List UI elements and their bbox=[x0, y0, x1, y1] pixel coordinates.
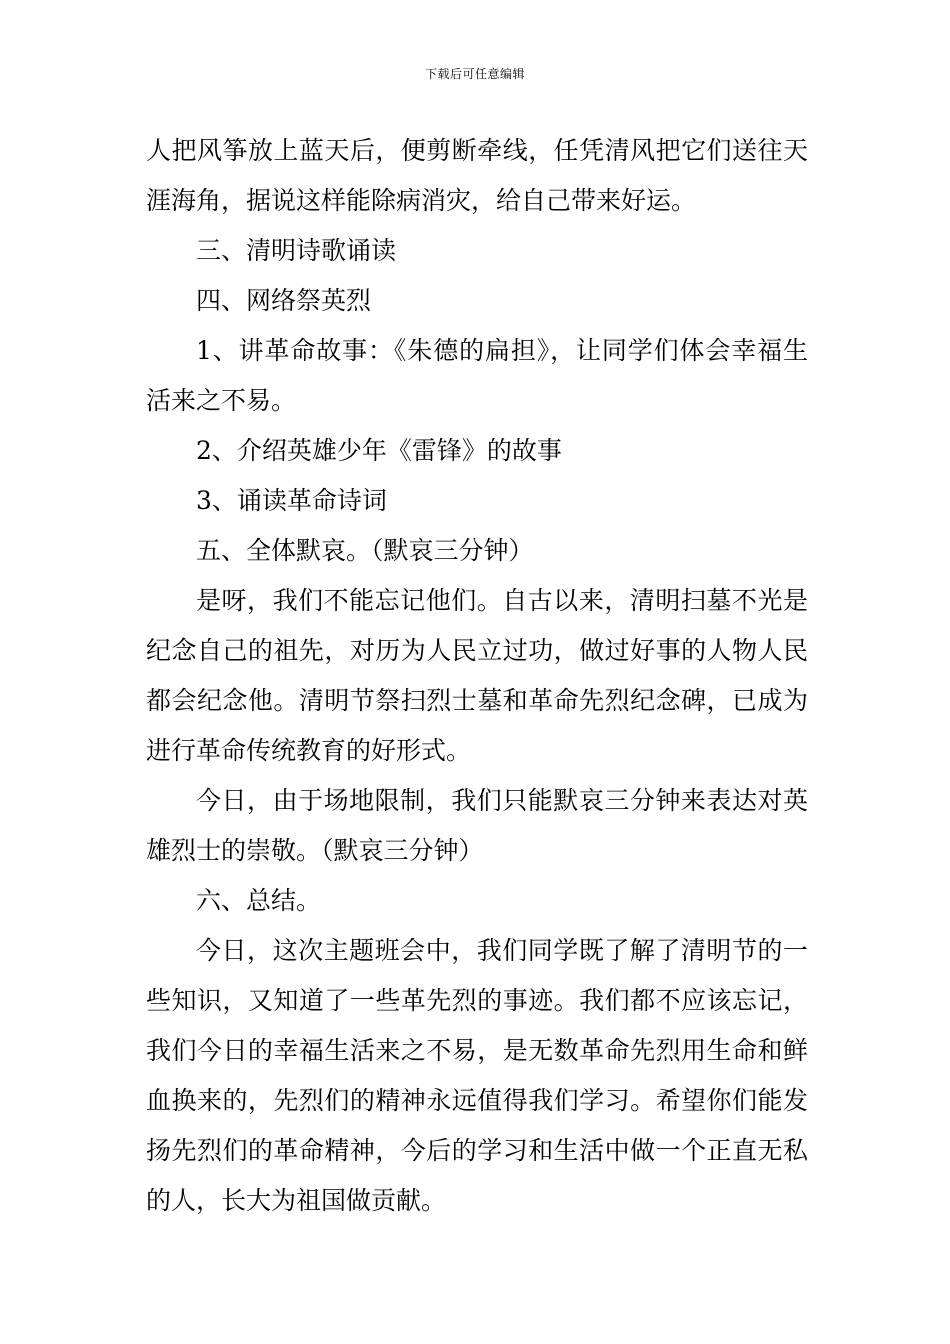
paragraph-silence-note: 今日，由于场地限制，我们只能默哀三分钟来表达对英雄烈士的崇敬。（默哀三分钟） bbox=[146, 786, 808, 865]
paragraph-summary: 今日，这次主题班会中，我们同学既了解了清明节的一些知识，又知道了一些革先烈的事迹。我们都不应该忘记，我们今日的幸福生活来之不易，是无数革命先烈用生命和鲜血换来的，先烈们的精神永远值得我们学习。希望你们能发扬先烈们的革命精神，今后的学习和生活中做一个正直无私的人，长大为祖国做贡献。 bbox=[146, 936, 808, 1215]
section-heading-poetry-reading: 三、清明诗歌诵读 bbox=[196, 236, 397, 265]
list-item-poem-reading: 3、诵读革命诗词 bbox=[196, 486, 387, 515]
paragraph-kite-custom: 人把风筝放上蓝天后，便剪断牵线，任凭清风把它们送往天涯海角，据说这样能除病消灾，给自己带来好运。 bbox=[146, 136, 808, 215]
list-item-revolution-story: 1、讲革命故事：《朱德的扁担》，让同学们体会幸福生活来之不易。 bbox=[146, 336, 808, 415]
document-body bbox=[146, 126, 808, 1226]
section-heading-summary: 六、总结。 bbox=[196, 886, 322, 915]
section-heading-silence: 五、全体默哀。（默哀三分钟） bbox=[196, 536, 534, 565]
section-heading-online-tribute: 四、网络祭英烈 bbox=[196, 286, 372, 315]
list-item-hero-story: 2、介绍英雄少年《雷锋》的故事 bbox=[196, 436, 562, 465]
page-header: 下载后可任意编辑 bbox=[424, 67, 525, 81]
paragraph-remembrance: 是呀，我们不能忘记他们。自古以来，清明扫墓不光是纪念自己的祖先，对历为人民立过功，做过好事的人物人民都会纪念他。清明节祭扫烈士墓和革命先烈纪念碑，已成为进行革命传统教育的好形式。 bbox=[146, 586, 808, 765]
